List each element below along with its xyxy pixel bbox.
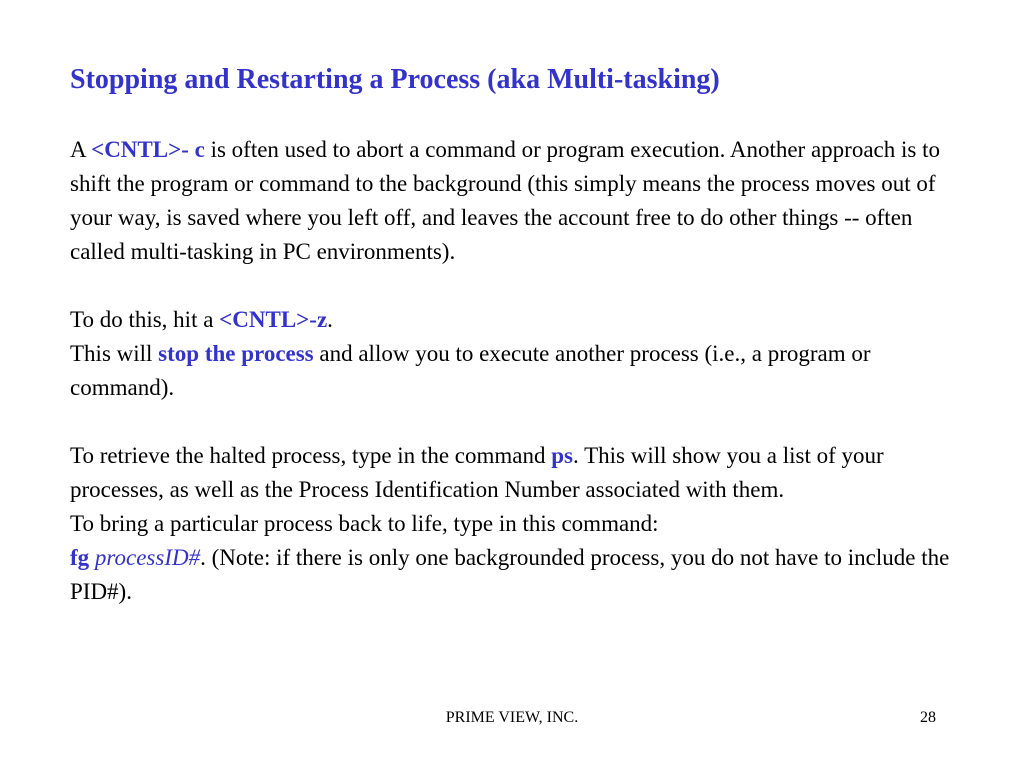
text-segment: This will xyxy=(70,341,159,366)
slide-title: Stopping and Restarting a Process (aka Multi-tasking) xyxy=(70,64,720,95)
paragraph-spacer xyxy=(70,405,970,439)
page-number: 28 xyxy=(920,709,936,726)
stop-process-keyword: stop the process xyxy=(158,341,314,366)
paragraph-ps xyxy=(70,439,970,507)
process-id-placeholder: processID# xyxy=(94,545,201,570)
text-segment: is often used to abort a command or program execution. Another approach is to shift the program or command to the background (this simply means the process moves out of your way, is saved where you left off, and leaves the account free to do other things -- often called multi-tasking in PC environments). xyxy=(70,137,940,264)
text-segment: and allow you to execute another process (i.e., a program or command). xyxy=(70,341,871,400)
ps-command: ps xyxy=(551,443,573,468)
text-segment: To do this, hit a xyxy=(70,307,220,332)
text-segment: A xyxy=(70,137,92,162)
paragraph-cntl-z xyxy=(70,303,970,337)
paragraph-spacer xyxy=(70,269,970,303)
slide-body xyxy=(70,133,970,609)
cntl-z-keyword: <CNTL>-z xyxy=(219,307,328,332)
paragraph-abort xyxy=(70,133,970,269)
text-segment: . xyxy=(327,307,333,332)
paragraph-fg xyxy=(70,541,970,609)
footer-company: PRIME VIEW, INC. xyxy=(445,709,579,726)
text-segment: To retrieve the halted process, type in the command xyxy=(70,443,552,468)
paragraph-stop xyxy=(70,337,970,405)
fg-command: fg xyxy=(70,545,90,570)
text-segment: . (Note: if there is only one backgrounded process, you do not have to include the PID#). xyxy=(70,545,950,604)
text-segment: . This will show you a list of your processes, as well as the Process Identification Number associated with them. xyxy=(70,443,884,502)
paragraph-bring-back: To bring a particular process back to life, type in this command: xyxy=(70,511,659,536)
cntl-c-keyword: <CNTL>- c xyxy=(91,137,205,162)
